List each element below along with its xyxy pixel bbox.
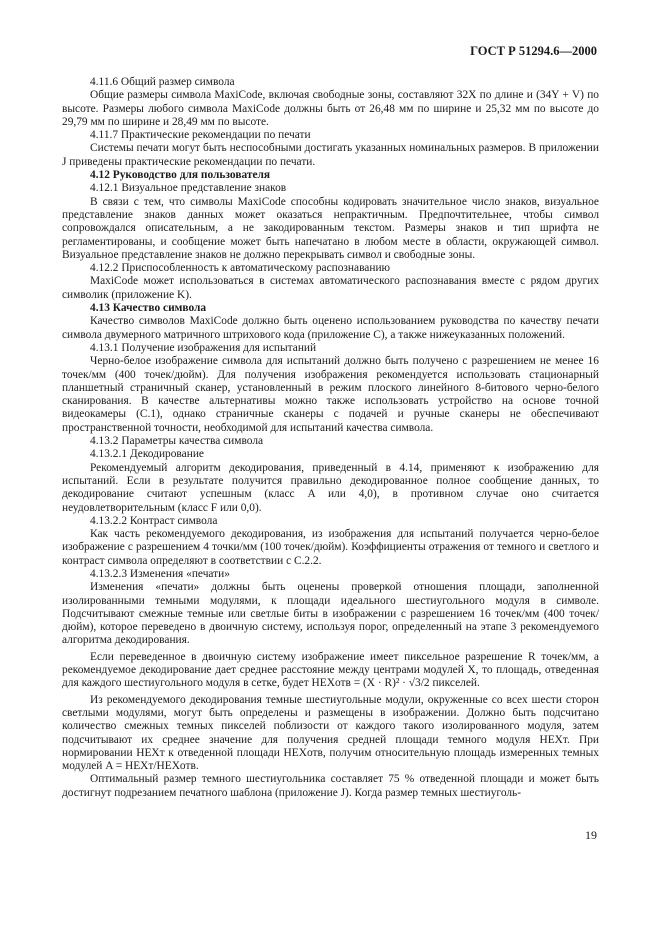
heading-4-13-2-2: 4.13.2.2 Контраст символа bbox=[90, 514, 218, 527]
paragraph: Как часть рекомендуемого декодирования, из изображения для испытаний получается черно-белое изображение с разрешением 4 точки/мм (100 точек/дюйм). Коэффициенты отражения от темного и светлого и контраст символа определяют в соответствии с C.2.2. bbox=[62, 528, 599, 567]
page-number: 19 bbox=[585, 828, 597, 842]
paragraph: Качество символов MaxiCode должно быть оценено использованием руководства по качеству печати символа двумерного матричного штрихового кода (приложение C), а также нижеуказанных положений. bbox=[62, 315, 599, 341]
heading-4-12-1: 4.12.1 Визуальное представление знаков bbox=[90, 182, 287, 195]
heading-4-12-2: 4.12.2 Приспособленность к автоматическому распознаванию bbox=[90, 262, 391, 275]
document-header: ГОСТ Р 51294.6—2000 bbox=[470, 44, 597, 58]
heading-4-13-2-1: 4.13.2.1 Декодирование bbox=[90, 448, 204, 461]
page-body bbox=[62, 76, 599, 800]
heading-4-12: 4.12 Руководство для пользователя bbox=[90, 169, 271, 182]
paragraph: MaxiCode может использоваться в системах автоматического распознавания вместе с рядом других символик (приложение K). bbox=[62, 275, 599, 301]
heading-4-11-7: 4.11.7 Практические рекомендации по печати bbox=[90, 129, 311, 142]
heading-4-13-2-3: 4.13.2.3 Изменения «печати» bbox=[90, 567, 230, 580]
heading-4-11-6: 4.11.6 Общий размер символа bbox=[90, 76, 235, 88]
paragraph: Рекомендуемый алгоритм декодирования, приведенный в 4.14, применяют к изображению для испытаний. Если в результате получится правильно декодированное полное сообщение данных, то декодирование считают успешным (класс A или 4,0), в противном случае оно считается неудовлетворительным (класс F или 0,0). bbox=[62, 461, 599, 514]
paragraph: В связи с тем, что символы MaxiCode способны кодировать значительное число знаков, визуальное представление знаков данных может оказаться непрактичным. Предпочтительнее, чтобы символ сопровождался описательным, а не закодированным текстом. Размеры знаков и тип шрифта не регламентированы, и сообщение может быть напечатано в любом месте в области, окружающей символ. Визуальное представление знаков не должно перекрывать символ и свободные зоны. bbox=[62, 195, 599, 261]
paragraph: Системы печати могут быть неспособными достигать указанных номинальных размеров. В приложении J приведены практические рекомендации по печати. bbox=[62, 142, 599, 168]
heading-4-13-2: 4.13.2 Параметры качества символа bbox=[90, 435, 264, 448]
paragraph: Изменения «печати» должны быть оценены проверкой отношения площади, заполненной изолированными темными модулями, к площади идеального шестиугольного модуля в символе. Подсчитывают смежные темные или светлые биты в изображении с разрешением 16 точек/мм (400 точек/дюйм), которое переведено в двоичную систему, используя порог, определенный на этапе 3 рекомендуемого алгоритма декодирования. bbox=[62, 581, 599, 647]
paragraph: Общие размеры символа MaxiCode, включая свободные зоны, составляют 32X по длине и (34Y + V) по высоте. Размеры любого символа MaxiCode должны быть от 26,48 мм по ширине и 25,32 мм по высоте до 29,79 мм по ширине и 28,49 мм по высоте. bbox=[62, 89, 599, 128]
heading-4-13-1: 4.13.1 Получение изображения для испытаний bbox=[90, 341, 317, 354]
heading-4-13: 4.13 Качество символа bbox=[90, 302, 207, 315]
paragraph: Черно-белое изображение символа для испытаний должно быть получено с разрешением не менее 16 точек/мм (400 точек/дюйм). Для получения изображения рекомендуется использовать стационарный планшетный страничный сканер, установленный в режим плоского линейного 8-битового черно-белого сканирования. В качестве альтернативы можно также использовать устройство на основе точной видеокамеры (C.1), однако страничные сканеры с подачей и ручные сканеры не обеспечивают пространственной точности, необходимой для испытаний качества символа. bbox=[62, 355, 599, 434]
paragraph: Из рекомендуемого декодирования темные шестиугольные модули, окруженные со всех шести сторон светлыми модулями, могут быть определены и размещены в изображении. Должно быть подсчитано количество смежных темных пикселей поблизости от каждого такого изолированного модуля, затем подсчитывают их среднее значение для получения средней площади темного модуля HEXт. При нормировании HEXт к отведенной площади HEXотв, получим относительную площадь измеренных темных модулей A = HEXт/HEXотв. bbox=[62, 693, 599, 773]
paragraph: Оптимальный размер темного шестиугольника составляет 75 % отведенной площади и может быть достигнут подрезанием печатного шаблона (приложение J). Когда размер темных шестиуголь- bbox=[62, 773, 599, 799]
paragraph-formula: Если переведенное в двоичную систему изображение имеет пиксельное разрешение R точек/мм, а рекомендуемое декодирование дает среднее расстояние между центрами модулей X, то площадь, отведенная для каждого шестиугольного модуля в сетке, будет HEXотв = (X · R)² · √3/2 пикселей. bbox=[62, 650, 599, 690]
